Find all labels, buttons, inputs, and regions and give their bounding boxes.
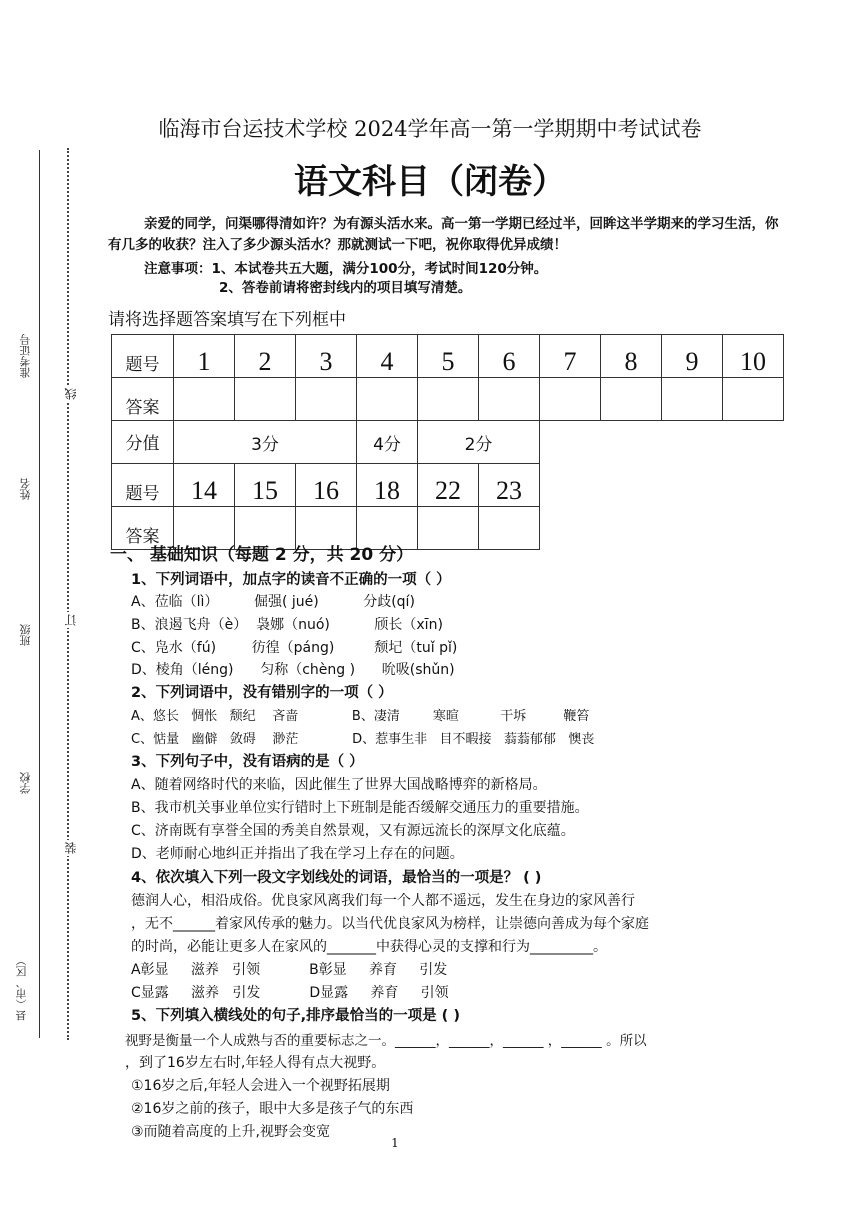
q2-options-ab: A、悠长 惆怅 颓纪 吝啬 B、凄清 寒暄 干坼 鞭笞 xyxy=(131,709,590,724)
answer-cell[interactable] xyxy=(174,378,235,421)
label-answer: 答案 xyxy=(112,507,174,550)
binding-mark-bind: 装 xyxy=(64,842,78,854)
answer-table xyxy=(111,334,784,550)
q2-options-cd: C、惦量 幽僻 敛碍 渺茫 D、惹事生非 目不暇接 蓊蓊郁郁 懊丧 xyxy=(131,732,595,747)
notice-line-2: 2、答卷前请将密封线内的项目填写清楚。 xyxy=(219,280,472,296)
score-cell: 2分 xyxy=(418,421,540,464)
q3-stem: 3、下列句子中，没有语病的是（ ） xyxy=(131,754,364,770)
q1-option-a: A、莅临（lì） 倔强( jué) 分歧(qí) xyxy=(131,594,415,610)
q2-stem: 2、下列词语中，没有错别字的一项（ ） xyxy=(131,685,393,701)
q5-sentence-2: ②16岁之前的孩子，眼中大多是孩子气的东西 xyxy=(131,1101,414,1117)
field-name: 姓名 xyxy=(19,478,32,500)
field-school: 学校 xyxy=(19,772,32,794)
page-number: 1 xyxy=(391,1136,399,1150)
answer-cell[interactable] xyxy=(540,378,601,421)
question-no-cell: 4 xyxy=(357,335,418,378)
question-no-cell: 23 xyxy=(479,464,540,507)
binding-mark-line: 线 xyxy=(64,388,78,400)
label-question-no: 题号 xyxy=(112,335,174,378)
q4-passage-line-1: 德润人心，相沿成俗。优良家风离我们每一个人都不遥远，发生在身边的家风善行 xyxy=(131,893,635,909)
q5-sentence-3: ③而随着高度的上升,视野会变宽 xyxy=(131,1124,331,1140)
field-exam-id: 准考证号 xyxy=(19,334,32,378)
q3-option-a: A、随着网络时代的来临，因此催生了世界大国战略博弈的新格局。 xyxy=(131,777,547,793)
q4-options-ab: A彰显 滋养 引领 B彰显 养育 引发 xyxy=(131,962,448,978)
question-no-cell: 8 xyxy=(601,335,662,378)
label-answer: 答案 xyxy=(112,378,174,421)
question-no-cell: 6 xyxy=(479,335,540,378)
question-no-cell: 15 xyxy=(235,464,296,507)
binding-dotted-line xyxy=(67,148,69,1040)
question-no-cell: 5 xyxy=(418,335,479,378)
subject-title: 语文科目（闭卷） xyxy=(294,162,566,202)
answer-cell[interactable] xyxy=(418,378,479,421)
field-class: 班级 xyxy=(19,624,32,646)
answer-cell[interactable] xyxy=(357,378,418,421)
answer-table-row xyxy=(112,464,784,507)
q1-option-b: B、浪遏飞舟（è） 袅娜（nuó) 颀长（xīn) xyxy=(131,617,443,633)
binding-solid-line xyxy=(39,150,40,1038)
q5-sentence-1: ①16岁之后,年轻人会进入一个视野拓展期 xyxy=(131,1078,390,1094)
label-question-no: 题号 xyxy=(112,464,174,507)
answer-table-row xyxy=(112,378,784,421)
question-no-cell: 14 xyxy=(174,464,235,507)
section-heading: 一、 基础知识（每题 2 分，共 20 分） xyxy=(110,545,414,565)
binding-mark-staple: 订 xyxy=(64,614,78,626)
answer-cell[interactable] xyxy=(662,378,723,421)
answer-cell[interactable] xyxy=(418,507,479,550)
question-no-cell: 7 xyxy=(540,335,601,378)
q4-options-cd: C显露 滋养 引发 D显露 养育 引领 xyxy=(131,985,449,1001)
answer-table-row xyxy=(112,335,784,378)
label-score: 分值 xyxy=(112,421,174,464)
question-no-cell: 9 xyxy=(662,335,723,378)
intro-paragraph: 亲爱的同学，问渠哪得清如许？为有源头活水来。高一第一学期已经过半，回眸这半学期来的学习生活，你有几多的收获？注入了多少源头活水？那就测试一下吧，祝你取得优异成绩！ xyxy=(108,216,779,253)
answer-cell[interactable] xyxy=(296,378,357,421)
question-no-cell: 16 xyxy=(296,464,357,507)
answer-cell[interactable] xyxy=(479,507,540,550)
answer-table-row xyxy=(112,421,784,464)
q5-passage-line-2: ，到了16岁左右时,年轻人得有点大视野。 xyxy=(125,1055,386,1071)
score-cell: 4分 xyxy=(357,421,418,464)
q5-passage-line-1: 视野是衡量一个人成熟与否的重要标志之一。______，______，______ ，______ 。所以 xyxy=(125,1033,647,1049)
question-no-cell: 22 xyxy=(418,464,479,507)
field-county: 县（市、区） xyxy=(15,955,28,1021)
q4-passage-line-3: 的时尚，必能让更多人在家风的_______中获得心灵的支撑和行为_________。 xyxy=(131,939,607,955)
q3-option-c: C、济南既有享誉全国的秀美自然景观，又有源远流长的深厚文化底蕴。 xyxy=(131,823,575,839)
question-no-cell: 10 xyxy=(723,335,784,378)
question-no-cell: 18 xyxy=(357,464,418,507)
q1-stem: 1、下列词语中，加点字的读音不正确的一项（ ） xyxy=(131,572,451,588)
q4-stem: 4、依次填入下列一段文字划线处的词语，最恰当的一项是？ ( ) xyxy=(131,870,542,886)
question-no-cell: 2 xyxy=(235,335,296,378)
answer-box-title: 请将选择题答案填写在下列框中 xyxy=(108,310,346,330)
q1-option-c: C、凫水（fú) 彷徨（páng) 颓圮（tuǐ pǐ) xyxy=(131,640,458,656)
question-no-cell: 3 xyxy=(296,335,357,378)
score-cell: 3分 xyxy=(174,421,357,464)
answer-cell[interactable] xyxy=(235,378,296,421)
notice-line-1: 注意事项：1、本试卷共五大题，满分100分，考试时间120分钟。 xyxy=(144,261,548,277)
q3-option-d: D、老师耐心地纠正并指出了我在学习上存在的问题。 xyxy=(131,846,464,862)
question-no-cell: 1 xyxy=(174,335,235,378)
q1-option-d: D、棱角（léng) 匀称（chèng ) 吮吸(shǔn) xyxy=(131,662,455,678)
q5-stem: 5、下列填入横线处的句子,排序最恰当的一项是 ( ) xyxy=(131,1008,460,1024)
q4-passage-line-2: ，无不______着家风传承的魅力。以当代优良家风为榜样，让崇德向善成为每个家庭 xyxy=(131,916,649,932)
q3-option-b: B、我市机关事业单位实行错时上下班制是能否缓解交通压力的重要措施。 xyxy=(131,800,589,816)
answer-cell[interactable] xyxy=(479,378,540,421)
answer-cell[interactable] xyxy=(601,378,662,421)
exam-title: 临海市台运技术学校 2024学年高一第一学期期中考试试卷 xyxy=(158,117,702,141)
answer-cell[interactable] xyxy=(723,378,784,421)
